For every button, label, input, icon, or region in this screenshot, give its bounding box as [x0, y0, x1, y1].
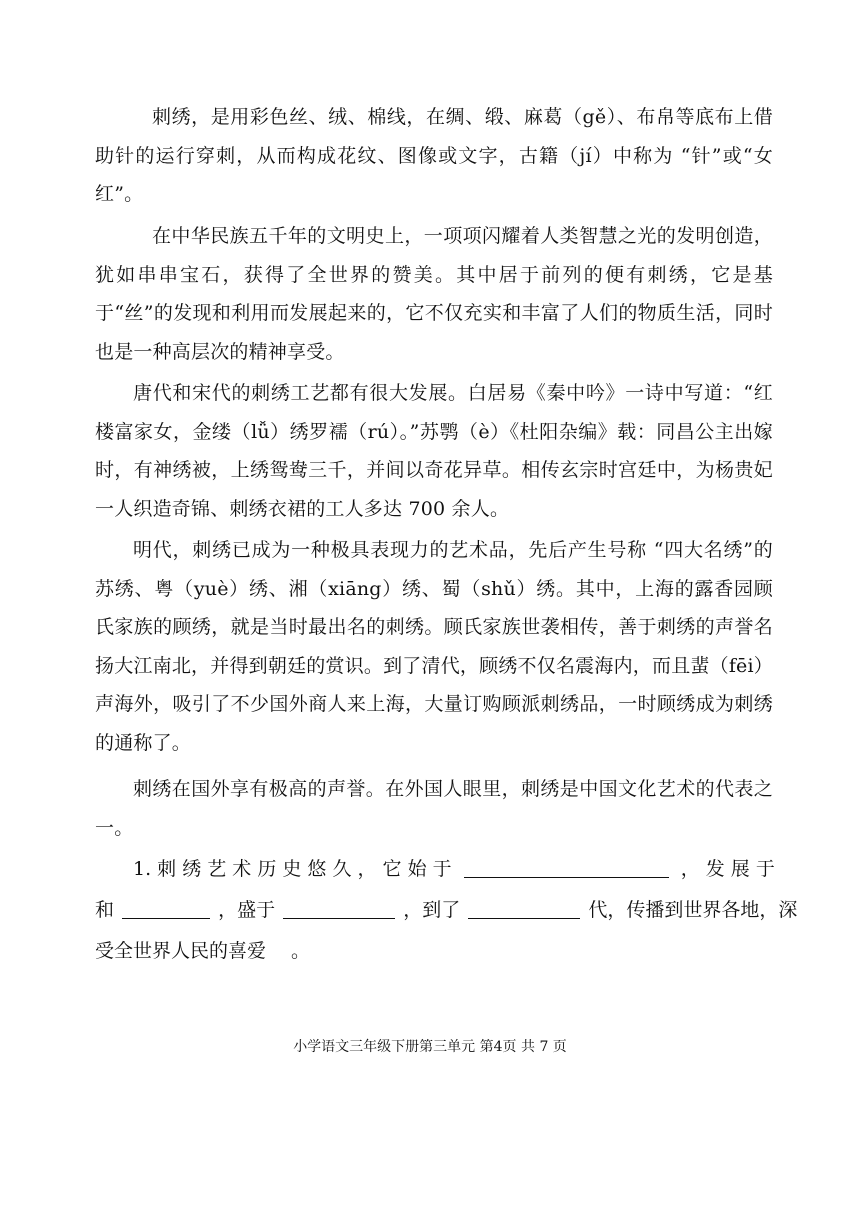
question-text: 代，传播到世界各地，深	[588, 899, 798, 921]
page-footer: 小学语文三年级下册第三单元 第4页 共 7 页	[293, 1039, 567, 1055]
paragraph-tang-song: 唐代和宋代的刺绣工艺都有很大发展。白居易《秦中吟》一诗中写道：“红楼富家女，金缕（lǚ）绣罗襦（rú）。”苏鹗（è）《杜阳杂编》载：同昌公主出嫁时，有神绣被，上绣鸳鸯三千，并间以奇花异草。相传玄宗时宫廷中，为杨贵妃一人织造奇锦、刺绣衣裙的工人多达 700 余人。	[95, 382, 773, 520]
answer-blank-develop[interactable]	[122, 896, 210, 919]
question-line-1	[95, 849, 775, 890]
question-text: 1. 刺 绣 艺 术 历 史 悠 久 ， 它 始 于	[133, 858, 452, 880]
answer-blank-flourish[interactable]	[283, 896, 395, 919]
paragraph-definition: 刺绣，是用彩色丝、绒、棉线，在绸、缎、麻葛（gě）、布帛等底布上借助针的运行穿刺，从而构成花纹、图像或文字，古籍（jí）中称为 “针”或“女红”。	[95, 106, 773, 205]
question-text: 和	[95, 899, 115, 921]
question-line-3: 受全世界人民的喜爱 。	[95, 940, 311, 962]
fill-in-question	[95, 849, 798, 972]
paragraph-foreign-reputation: 刺绣在国外享有极高的声誉。在外国人眼里，刺绣是中国文化艺术的代表之一。	[95, 778, 773, 839]
answer-blank-start[interactable]	[464, 855, 669, 878]
answer-blank-dynasty[interactable]	[468, 896, 580, 919]
question-text: ，到了	[403, 899, 461, 921]
paragraph-ming-qing: 明代，刺绣已成为一种极具表现力的艺术品，先后产生号称 “四大名绣”的苏绣、粤（yuè）绣、湘（xiāng）绣、蜀（shǔ）绣。其中，上海的露香园顾氏家族的顾绣，就是当时最出名的刺绣。顾氏家族世袭相传，善于刺绣的声誉名扬大江南北，并得到朝廷的赏识。到了清代，顾绣不仅名震海内，而且蜚（fēi）声海外，吸引了不少国外商人来上海，大量订购顾派刺绣品，一时顾绣成为刺绣的通称了。	[95, 539, 773, 754]
question-text: ， 发 展 于	[680, 858, 775, 880]
paragraph-history: 在中华民族五千年的文明史上，一项项闪耀着人类智慧之光的发明创造，犹如串串宝石，获得了全世界的赞美。其中居于前列的便有刺绣，它是基于“丝”的发现和利用而发展起来的，它不仅充实和丰富了人们的物质生活，同时也是一种高层次的精神享受。	[95, 225, 773, 363]
question-text: ，盛于	[218, 899, 276, 921]
question-line-2	[95, 890, 798, 931]
